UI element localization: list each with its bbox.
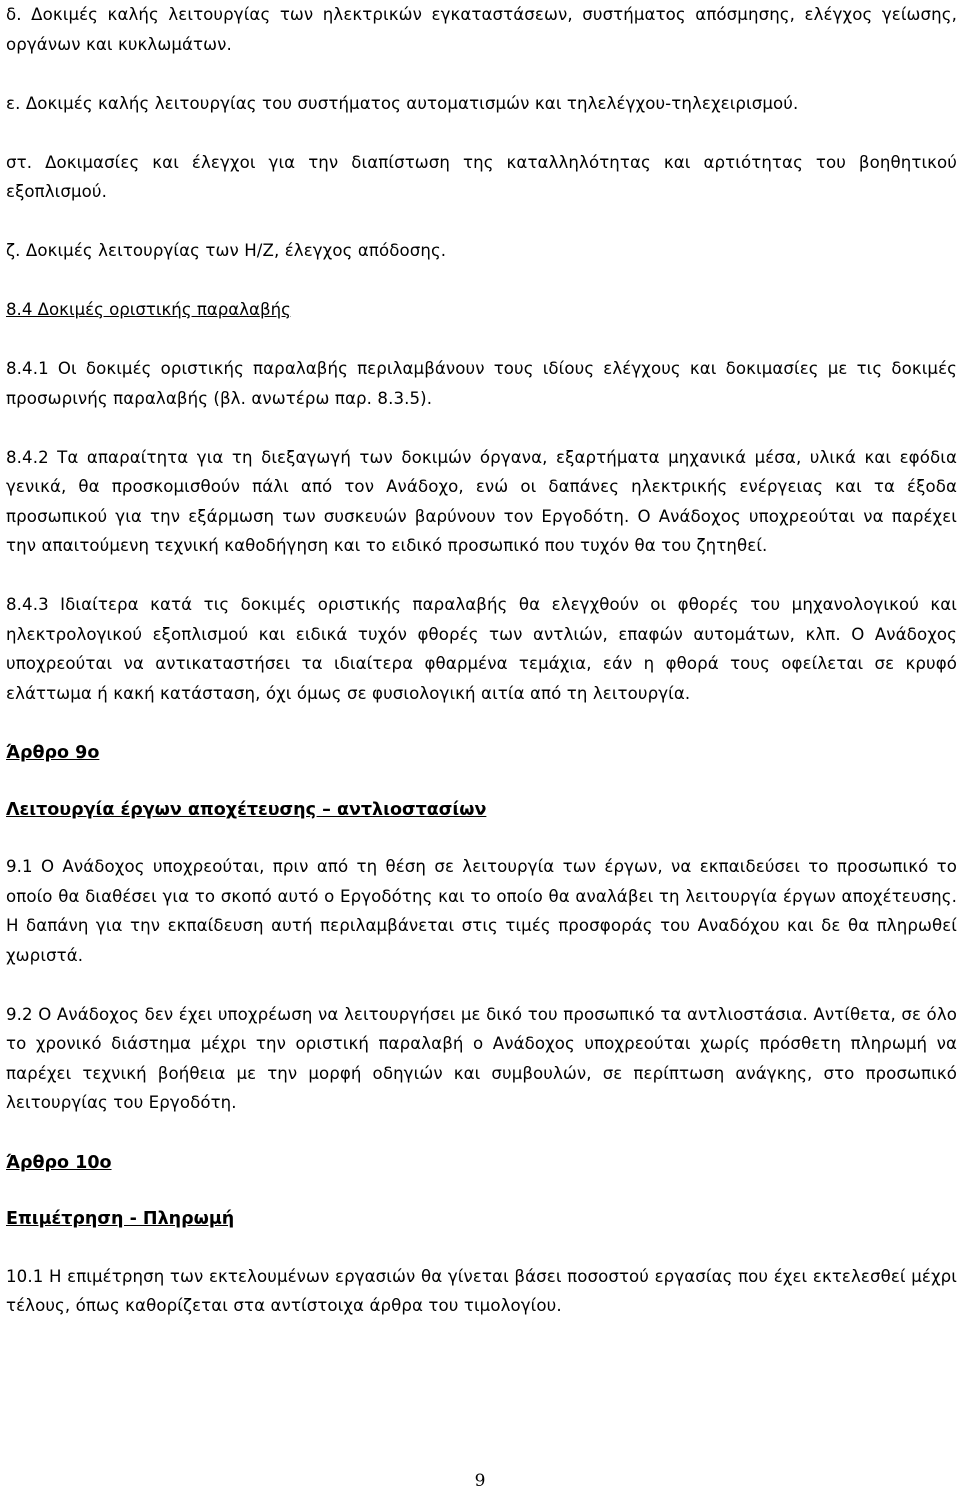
paragraph-9-1: 9.1 Ο Ανάδοχος υποχρεούται, πριν από τη θέση σε λειτουργία των έργων, να εκπαιδεύσει το προσωπικό το οποίο θα διαθέσει για το σκοπό αυτό ο Εργοδότης και το οποίο θα αναλάβει τη λειτουργία έργων αποχέτευσης. Η δαπάνη για την εκπαίδευση αυτή περιλαμβάνεται στις τιμές προσφοράς του Αναδόχου και δε θα πληρωθεί χωριστά. (6, 857, 957, 965)
paragraph-8-4-2: 8.4.2 Τα απαραίτητα για τη διεξαγωγή των δοκιμών όργανα, εξαρτήματα μηχανικά μέσα, υλικά και εφόδια γενικά, θα προσκομισθούν πάλι από τον Ανάδοχο, ενώ οι δαπάνες ηλεκτρικής ενέργειας και τα έξοδα προσωπικού για την εξάρμωση των συσκευών βαρύνουν τον Εργοδότη. Ο Ανάδοχος υποχρεούται να παρέχει την απαιτούμενη τεχνική καθοδήγηση και το ειδικό προσωπικό που τυχόν θα του ζητηθεί. (6, 447, 957, 555)
paragraph-delta: δ. Δοκιμές καλής λειτουργίας των ηλεκτρικών εγκαταστάσεων, συστήματος απόσμησης, ελέγχος γείωσης, οργάνων και κυκλωμάτων. (6, 5, 957, 54)
paragraph-8-4-1: 8.4.1 Οι δοκιμές οριστικής παραλαβής περιλαμβάνουν τους ιδίους ελέγχους και δοκιμασίες με τις δοκιμές προσωρινής παραλαβής (βλ. ανωτέρω παρ. 8.3.5). (6, 359, 957, 408)
document-page (6, 0, 957, 1496)
page-number: 9 (474, 1471, 486, 1491)
paragraph-epsilon: ε. Δοκιμές καλής λειτουργίας του συστήματος αυτοματισμών και τηλελέγχου-τηλεχειρισμού. (6, 93, 799, 113)
paragraph-8-4-3: 8.4.3 Ιδιαίτερα κατά τις δοκιμές οριστικής παραλαβής θα ελεγχθούν οι φθορές του μηχανολογικού και ηλεκτρολογικού εξοπλισμού και ειδικά τυχόν φθορές των αντλιών, επαφών αυτομάτων, κλπ. Ο Ανάδοχος υποχρεούται να αντικαταστήσει τα ιδιαίτερα φθαρμένα τεμάχια, εάν η φθορά τους οφείλεται σε κρυφό ελάττωμα ή κακή κατάσταση, όχι όμως σε φυσιολογική αιτία από τη λειτουργία. (6, 595, 957, 703)
article-9-title: Άρθρο 9ο (6, 743, 100, 763)
article-9-subtitle: Λειτουργία έργων αποχέτευσης – αντλιοστασίων (6, 799, 487, 820)
paragraph-zeta: ζ. Δοκιμές λειτουργίας των Η/Ζ, έλεγχος απόδοσης. (6, 241, 447, 260)
article-10-title: Άρθρο 10ο (6, 1152, 112, 1173)
section-8-4-title: 8.4 Δοκιμές οριστικής παραλαβής (6, 300, 291, 319)
paragraph-st: στ. Δοκιμασίες και έλεγχοι για την διαπίστωση της καταλληλότητας και αρτιότητας του βοηθητικού εξοπλισμού. (6, 152, 957, 201)
paragraph-10-1: 10.1 Η επιμέτρηση των εκτελουμένων εργασιών θα γίνεται βάσει ποσοστού εργασίας που έχει εκτελεσθεί μέχρι τέλους, όπως καθορίζεται στα αντίστοιχα άρθρα του τιμολογίου. (6, 1266, 957, 1315)
article-10-subtitle: Επιμέτρηση - Πληρωμή (6, 1209, 235, 1229)
paragraph-9-2: 9.2 Ο Ανάδοχος δεν έχει υποχρέωση να λειτουργήσει με δικό του προσωπικό τα αντλιοστάσια. Αντίθετα, σε όλο το χρονικό διάστημα μέχρι την οριστική παραλαβή ο Ανάδοχος υποχρεούται χωρίς πρόσθετη πληρωμή να παρέχει τεχνική βοήθεια με την μορφή οδηγιών και συμβουλών, σε περίπτωση ανάγκης, στο προσωπικό λειτουργίας του Εργοδότη. (6, 1004, 957, 1112)
